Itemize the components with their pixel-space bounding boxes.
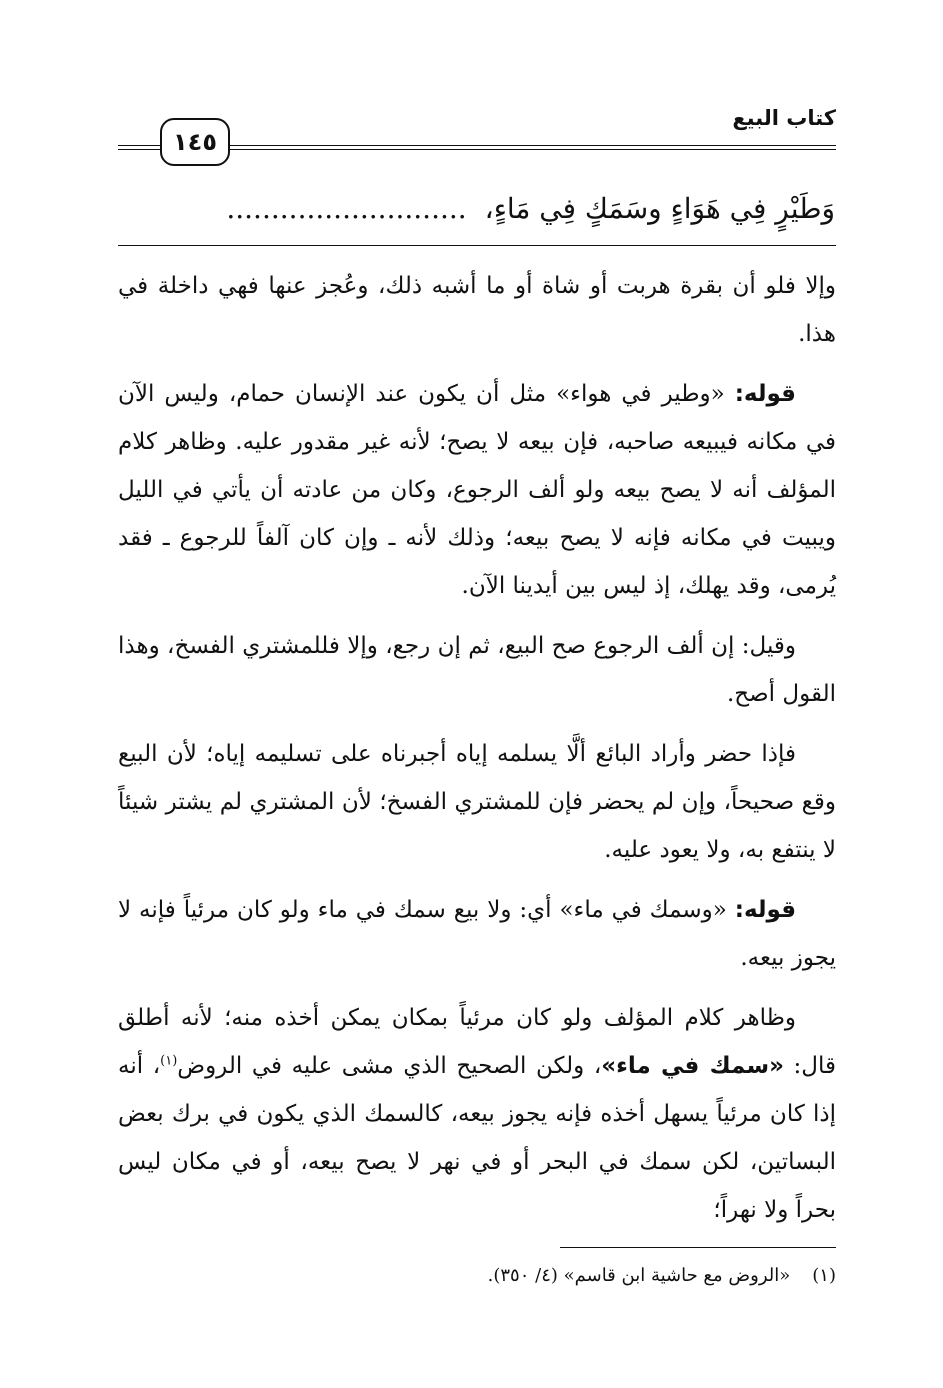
paragraph-2-text: مثل أن يكون عند الإنسان حمام، وليس الآن في مكانه فيبيعه صاحبه، فإن بيعه لا يصح؛ لأنه غير مقدور عليه. وظاهر كلام المؤلف أنه لا يصح بيعه ولو ألف الرجوع، وكان من عادته أن يأتي في الليل ويبيت في مكانه فإنه لا يصح بيعه؛ وذلك لأنه ـ وإن كان آلفاً للرجوع ـ فقد يُرمى، وقد يهلك، إذ ليس بين أيدينا الآن. [118, 381, 836, 599]
running-title: كتاب البيع [732, 106, 836, 130]
paragraph-5-text: أي: ولا بيع سمك في ماء ولو كان مرئياً فإنه لا يجوز بيعه. [118, 897, 836, 971]
qawluhu-label: قوله: [734, 897, 797, 923]
matn-line [118, 186, 835, 232]
matn-separator-rule [118, 245, 836, 246]
footnote-rule [560, 1247, 836, 1248]
quoted-matn-bold: «سمك في ماء» [601, 1053, 784, 1079]
quoted-matn: «وسمك في ماء» [559, 897, 727, 923]
footnote-reference[interactable]: (١) [160, 1053, 178, 1069]
header-rule-left [118, 145, 160, 150]
header-rule-right [230, 145, 836, 150]
paragraph-2 [118, 370, 836, 610]
paragraph-4: فإذا حضر وأراد البائع ألَّا يسلمه إياه أجبرناه على تسليمه إياه؛ لأن البيع وقع صحيحاً، وإن لم يحضر فإن للمشتري الفسخ؛ لأن المشتري لم يشتر شيئاً لا ينتفع به، ولا يعود عليه. [118, 741, 836, 863]
footnote [118, 1256, 836, 1296]
paragraph-6-text-a: وظاهر كلام المؤلف ولو كان مرئياً بمكان يمكن أخذه منه؛ لأنه أطلق قال: [118, 1005, 836, 1079]
footnote-mark: (١) [812, 1265, 836, 1286]
qawluhu-label: قوله: [734, 381, 796, 407]
paragraph-6-text-c: ، أنه إذا كان مرئياً يسهل أخذه فإنه يجوز بيعه، كالسمك الذي يكون في برك بعض البساتين، لكن سمك في البحر أو في نهر لا يصح بيعه، أو في مكان ليس بحراً ولا نهراً؛ [118, 1053, 836, 1223]
commentary-body [118, 262, 836, 1234]
footnote-text: «الروض مع حاشية ابن قاسم» (٤/ ٣٥٠). [487, 1265, 791, 1286]
page-number: ١٤٥ [160, 118, 230, 166]
paragraph-1: وإلا فلو أن بقرة هربت أو شاة أو ما أشبه ذلك، وعُجز عنها فهي داخلة في هذا. [118, 273, 836, 347]
quoted-matn: «وطير في هواء» [556, 381, 725, 407]
paragraph-6 [118, 994, 836, 1234]
running-header [118, 106, 836, 172]
matn-text: وَطَيْرٍ فِي هَوَاءٍ وسَمَكٍ فِي مَاءٍ، [484, 192, 835, 225]
paragraph-6-text-b: ، ولكن الصحيح الذي مشى عليه في الروض [177, 1053, 602, 1079]
paragraph-5 [118, 886, 836, 982]
matn-dots: ........................... [226, 192, 467, 225]
paragraph-3: وقيل: إن ألف الرجوع صح البيع، ثم إن رجع، وإلا فللمشتري الفسخ، وهذا القول أصح. [118, 633, 836, 707]
